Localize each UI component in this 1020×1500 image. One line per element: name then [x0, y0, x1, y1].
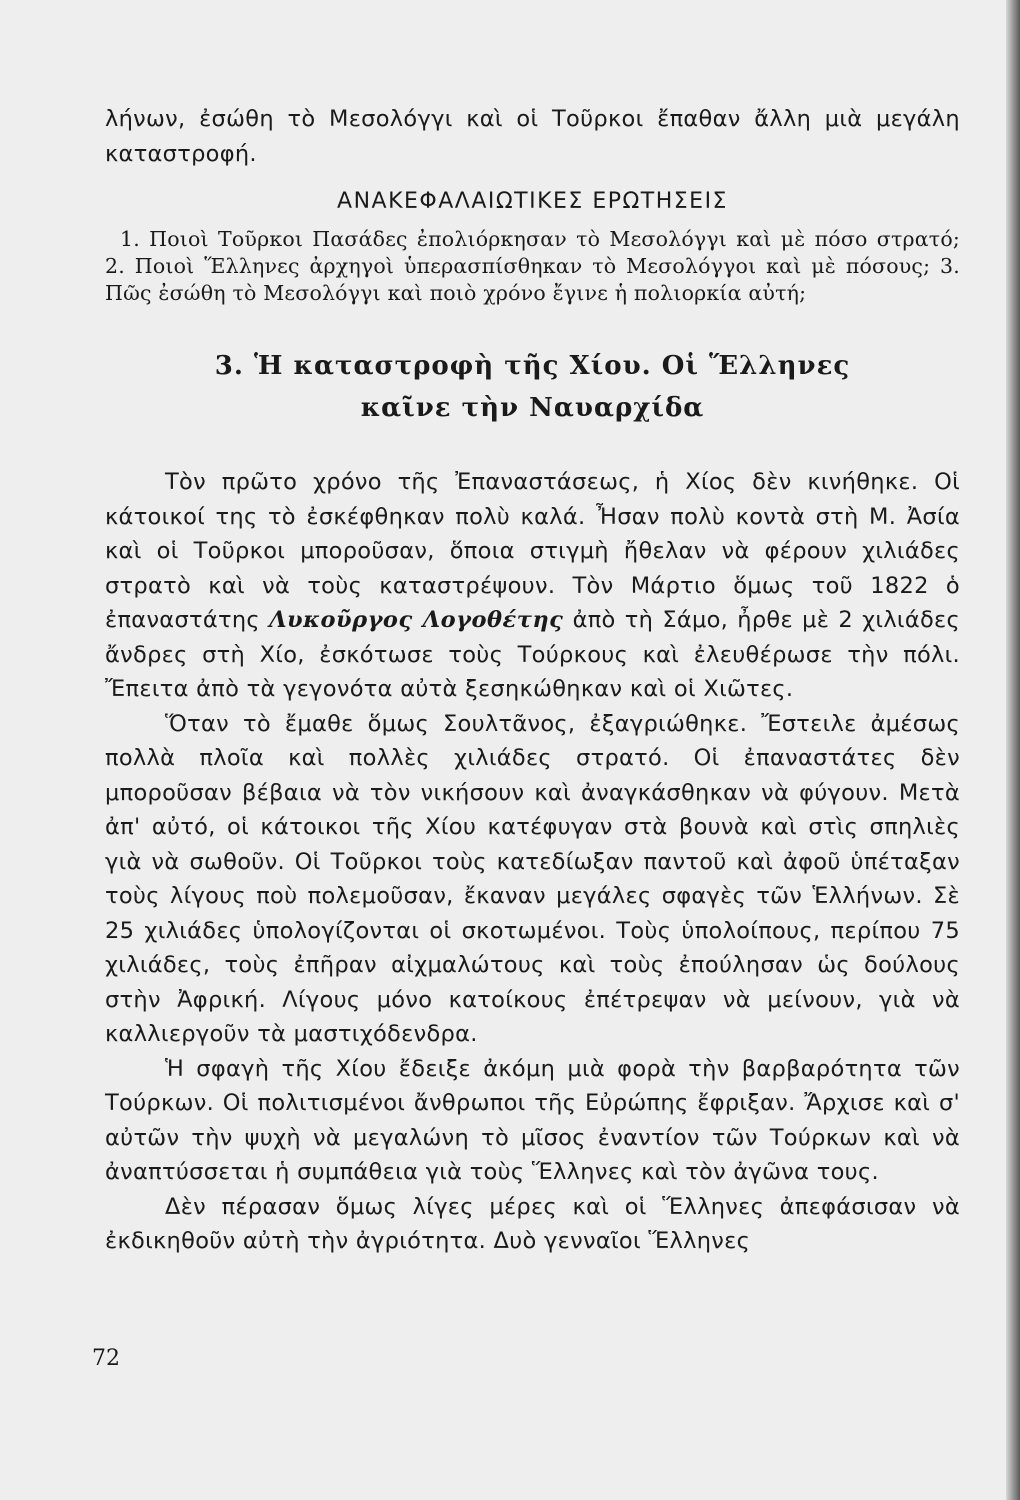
paragraph-4: Δὲν πέρασαν ὅμως λίγες μέρες καὶ οἱ Ἕλληνες ἀπεφάσισαν νὰ ἐκδικηθοῦν αὐτὴ τὴν ἀγριότητα. Δυὸ γενναῖοι Ἕλληνες: [105, 1193, 960, 1254]
questions-block: [105, 226, 960, 307]
questions-text: 1. Ποιοὶ Τοῦρκοι Πασάδες ἐπολιόρκησαν τὸ Μεσολόγγι καὶ μὲ πόσο στρατό; 2. Ποιοὶ Ἕλληνες ἀρχηγοὶ ὑπερασπίσθηκαν τὸ Μεσολόγγοι καὶ μὲ πόσους; 3. Πῶς ἐσώθη τὸ Μεσολόγγι καὶ ποιὸ χρόνο ἔγινε ἡ πολιορκία αὐτή;: [105, 227, 960, 305]
body-text: [105, 465, 960, 1259]
paragraph-3: Ἡ σφαγὴ τῆς Χίου ἔδειξε ἀκόμη μιὰ φορὰ τὴν βαρβαρότητα τῶν Τούρκων. Οἱ πολιτισμένοι ἄνθρωποι τῆς Εὐρώπης ἔφριξαν. Ἄρχισε καὶ σ' αὐτῶν τὴν ψυχὴ νὰ μεγαλώνη τὸ μῖσος ἐναντίον τῶν Τούρκων καὶ νὰ ἀναπτύσσεται ἡ συμπάθεια γιὰ τοὺς Ἕλληνες καὶ τὸν ἀγῶνα τους.: [105, 1055, 960, 1185]
page-number: 72: [92, 1346, 120, 1371]
questions-heading: ΑΝΑΚΕΦΑΛΑΙΩΤΙΚΕΣ ΕΡΩΤΗΣΕΙΣ: [337, 189, 728, 214]
person-name: Λυκοῦργος Λογοθέτης: [269, 607, 564, 633]
paragraph-2: Ὅταν τὸ ἔμαθε ὅμως Σουλτᾶνος, ἐξαγριώθηκε. Ἔστειλε ἀμέσως πολλὰ πλοῖα καὶ πολλὲς χιλιάδες στρατό. Οἱ ἐπαναστάτες δὲν μποροῦσαν βέβαια νὰ τὸν νικήσουν καὶ ἀναγκάσθηκαν νὰ φύγουν. Μετὰ ἀπ' αὐτό, οἱ κάτοικοι τῆς Χίου κατέφυγαν στὰ βουνὰ καὶ στὶς σπηλιὲς γιὰ νὰ σωθοῦν. Οἱ Τοῦρκοι τοὺς κατεδίωξαν παντοῦ καὶ ἀφοῦ ὑπέταξαν τοὺς λίγους ποὺ πολεμοῦσαν, ἔκαναν μεγάλες σφαγὲς τῶν Ἑλλήνων. Σὲ 25 χιλιάδες ὑπολογίζονται οἱ σκοτωμένοι. Τοὺς ὑπολοίπους, περίπου 75 χιλιάδες, τοὺς ἐπῆραν αἰχμαλώτους καὶ τοὺς ἐπούλησαν ὡς δούλους στὴν Ἀφρική. Λίγους μόνο κατοίκους ἐπέτρεψαν νὰ μείνουν, γιὰ νὰ καλλιεργοῦν τὰ μαστιχόδενδρα.: [105, 710, 960, 1047]
section-title-line-1: 3. Ἡ καταστροφὴ τῆς Χίου. Οἱ Ἕλληνες: [214, 351, 851, 381]
paragraph-1-start: Τὸν πρῶτο χρόνο τῆς Ἐπαναστάσεως, ἡ Χίος δὲν κινήθηκε. Οἱ κάτοικοί της τὸ ἐσκέφθηκαν πολὺ καλά. Ἦσαν πολὺ κοντὰ στὴ Μ. Ἀσία καὶ οἱ Τοῦρκοι μποροῦσαν, ὅποια στιγμὴ ἤθελαν νὰ φέρουν χιλιάδες στρατὸ καὶ νὰ τοὺς καταστρέψουν. Τὸν Μάρτιο ὅμως τοῦ 1822 ὁ ἐπαναστάτης: [105, 469, 960, 633]
intro-paragraph: [105, 102, 960, 171]
page-edge-shadow: [1006, 0, 1020, 1500]
page-content: [105, 102, 960, 1259]
section-title: [105, 345, 960, 429]
paragraph-1-end: ἀπὸ τὴ Σάμο, ἦρθε μὲ 2 χιλιάδες ἄνδρες στὴ Χίο, ἐσκότωσε τοὺς Τούρκους καὶ ἐλευθέρωσε τὴν πόλι. Ἔπειτα ἀπὸ τὰ γεγονότα αὐτὰ ξεσηκώθηκαν καὶ οἱ Χιῶτες.: [105, 607, 961, 702]
section-title-line-2: καῖνε τὴν Ναυαρχίδα: [360, 393, 705, 423]
paragraph-1: [105, 465, 960, 707]
intro-text: λήνων, ἐσώθη τὸ Μεσολόγγι καὶ οἱ Τοῦρκοι ἔπαθαν ἄλλη μιὰ μεγάλη καταστροφή.: [105, 106, 960, 167]
